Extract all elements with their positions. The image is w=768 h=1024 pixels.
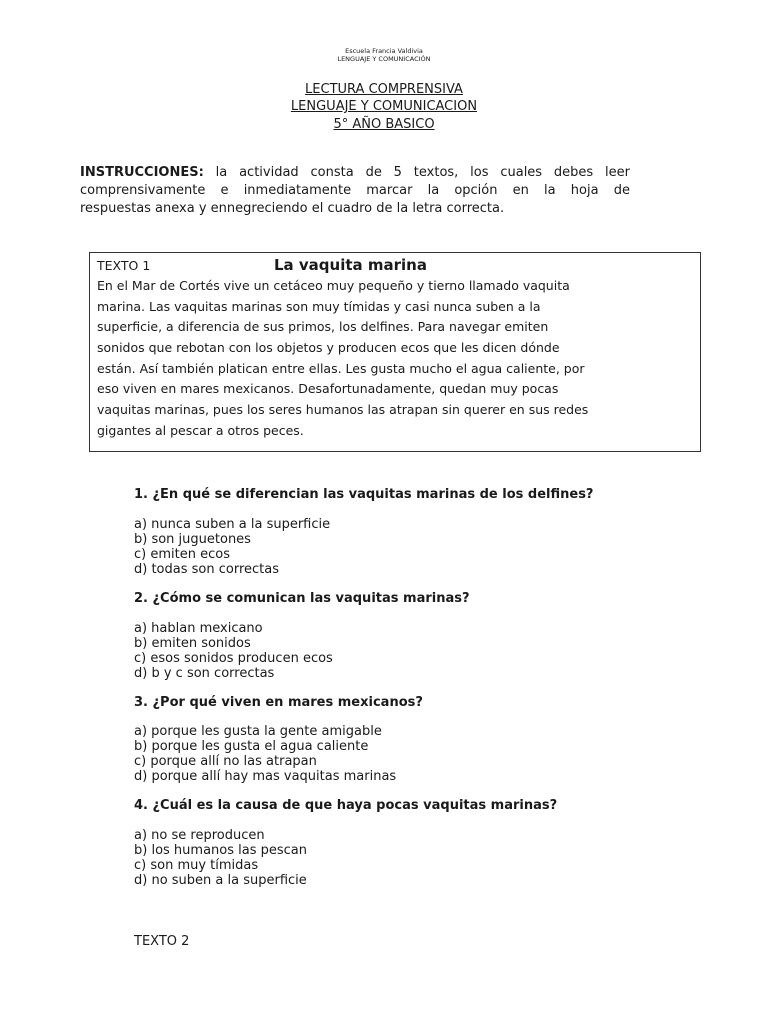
school-subject: LENGUAJE Y COMUNICACIÓN: [337, 55, 431, 63]
question-3-option-d[interactable]: d) porque allí hay mas vaquitas marinas: [134, 769, 397, 784]
school-name: Escuela Francia Valdivia: [345, 47, 423, 55]
question-2: 2. ¿Cómo se comunican las vaquitas marinas?: [134, 591, 470, 606]
question-2-option-d[interactable]: d) b y c son correctas: [134, 666, 275, 681]
question-3-option-a[interactable]: a) porque les gusta la gente amigable: [134, 724, 382, 739]
instructions-line-2: comprensivamente e inmediatamente marcar la opción en la hoja de: [80, 183, 630, 198]
question-1-option-b[interactable]: b) son juguetones: [134, 532, 251, 547]
instructions-line-3: respuestas anexa y ennegreciendo el cuadro de la letra correcta.: [80, 201, 505, 216]
text-1-title: La vaquita marina: [274, 256, 427, 274]
doc-grade: 5° AÑO BASICO: [333, 117, 435, 132]
question-3: 3. ¿Por qué viven en mares mexicanos?: [134, 695, 423, 710]
text-1-line: marina. Las vaquitas marinas son muy tímidas y casi nunca suben a la: [97, 299, 541, 314]
question-3-option-c[interactable]: c) porque allí no las atrapan: [134, 754, 317, 769]
instructions-label: INSTRUCCIONES:: [80, 165, 204, 180]
text-1-line: están. Así también platican entre ellas. Les gusta mucho el agua caliente, por: [97, 361, 585, 376]
question-1-option-a[interactable]: a) nunca suben a la superficie: [134, 517, 331, 532]
text-1-label: TEXTO 1: [97, 258, 151, 273]
question-1-option-c[interactable]: c) emiten ecos: [134, 547, 230, 562]
text-1-line: sonidos que rebotan con los objetos y producen ecos que les dicen dónde: [97, 340, 560, 355]
text-1-line: vaquitas marinas, pues los seres humanos las atrapan sin querer en sus redes: [97, 402, 589, 417]
question-1: 1. ¿En qué se diferencian las vaquitas marinas de los delfines?: [134, 487, 594, 502]
text-1-line: superficie, a diferencia de sus primos, los delfines. Para navegar emiten: [97, 319, 549, 334]
question-4-option-d[interactable]: d) no suben a la superficie: [134, 873, 307, 888]
question-1-option-d[interactable]: d) todas son correctas: [134, 562, 279, 577]
doc-subtitle: LENGUAJE Y COMUNICACION: [290, 99, 478, 114]
instructions-line-1: [80, 164, 630, 182]
question-4: 4. ¿Cuál es la causa de que haya pocas vaquitas marinas?: [134, 798, 558, 813]
question-2-option-c[interactable]: c) esos sonidos producen ecos: [134, 651, 333, 666]
doc-title: LECTURA COMPRENSIVA: [305, 82, 463, 97]
text-1-line: En el Mar de Cortés vive un cetáceo muy pequeño y tierno llamado vaquita: [97, 278, 570, 293]
text-2-label: TEXTO 2: [134, 934, 190, 949]
text-1-line: eso viven en mares mexicanos. Desafortunadamente, quedan muy pocas: [97, 381, 559, 396]
question-2-option-a[interactable]: a) hablan mexicano: [134, 621, 263, 636]
question-4-option-a[interactable]: a) no se reproducen: [134, 828, 265, 843]
question-4-option-c[interactable]: c) son muy tímidas: [134, 858, 259, 873]
question-2-option-b[interactable]: b) emiten sonidos: [134, 636, 251, 651]
question-4-option-b[interactable]: b) los humanos las pescan: [134, 843, 307, 858]
question-3-option-b[interactable]: b) porque les gusta el agua caliente: [134, 739, 369, 754]
instructions-line-1-rest: la actividad consta de 5 textos, los cuales debes leer: [203, 165, 630, 180]
text-1-line: gigantes al pescar a otros peces.: [97, 423, 304, 438]
